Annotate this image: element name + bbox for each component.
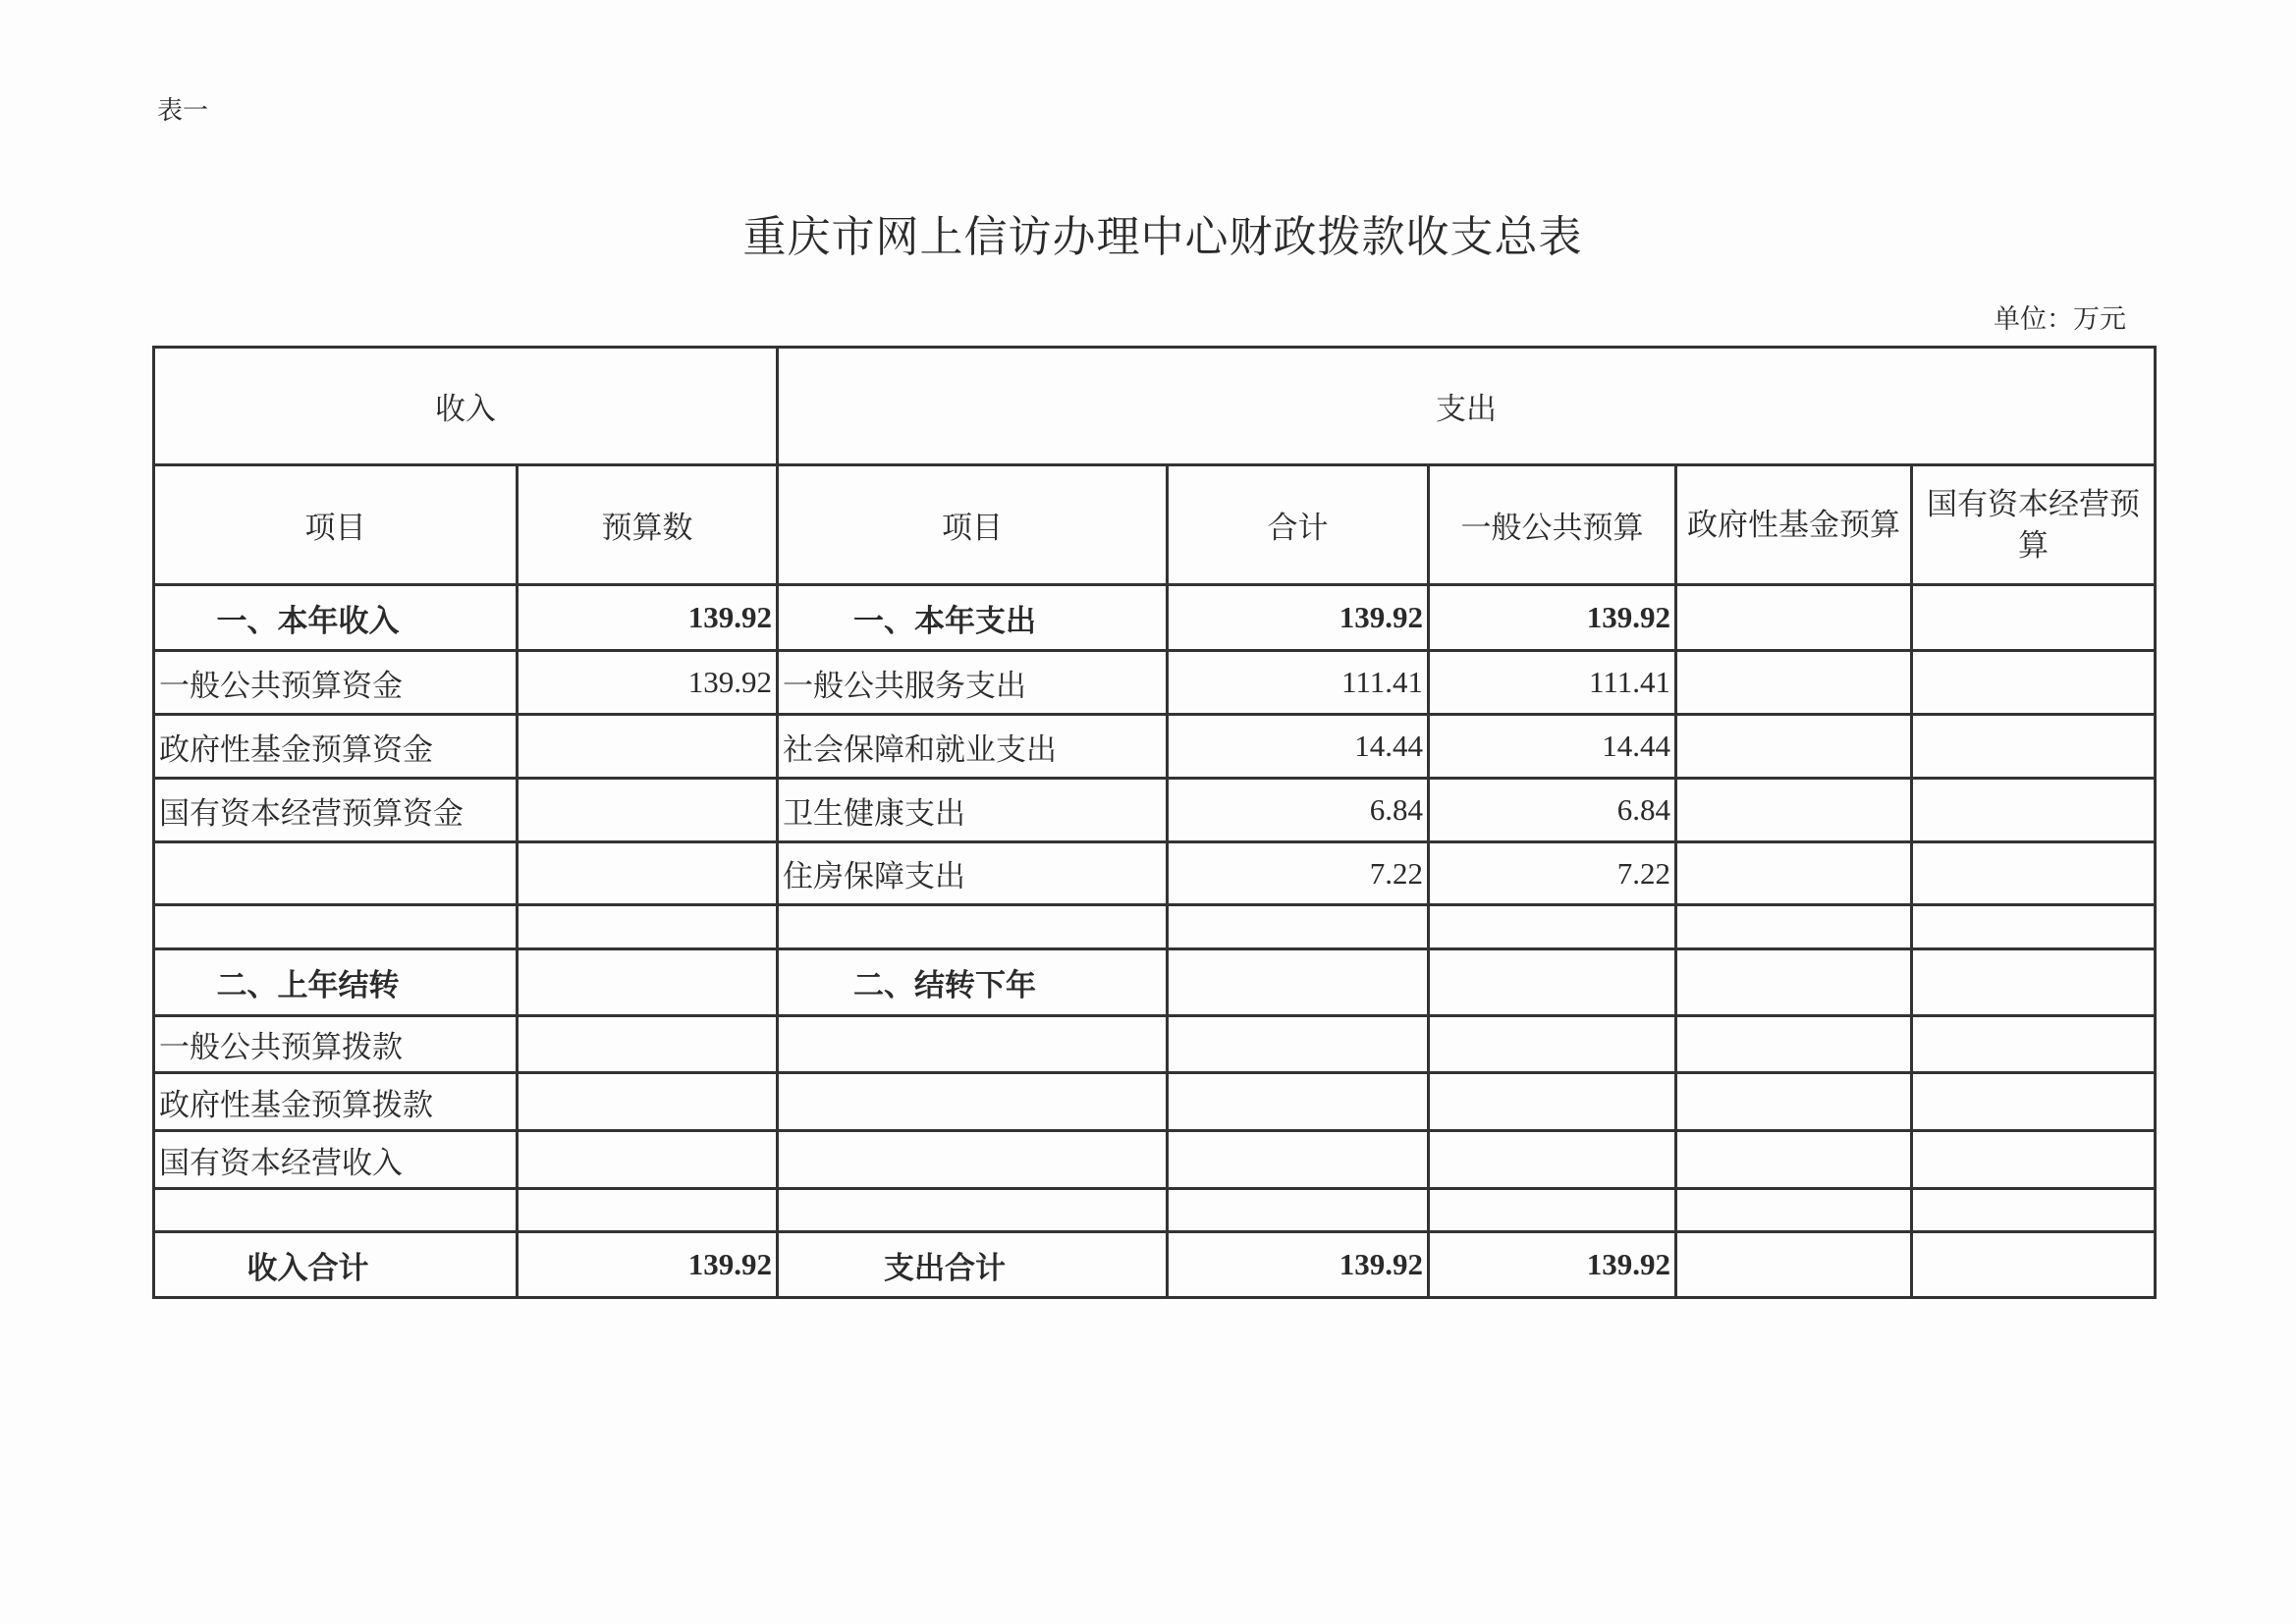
exp-state-capital-cell (1912, 1189, 2156, 1232)
table-row (154, 715, 2156, 779)
income-budget-cell (518, 779, 778, 842)
exp-gov-fund-cell (1676, 1016, 1912, 1073)
col-income-budget: 预算数 (518, 465, 778, 585)
exp-item-cell (778, 1131, 1168, 1189)
exp-general-cell: 139.92 (1429, 585, 1676, 651)
exp-total-cell (1168, 949, 1429, 1016)
income-budget-cell (518, 1016, 778, 1073)
exp-state-capital-cell (1912, 585, 2156, 651)
exp-gov-fund-cell (1676, 1232, 1912, 1298)
exp-total-cell: 7.22 (1168, 842, 1429, 905)
exp-item-cell: 卫生健康支出 (778, 779, 1168, 842)
exp-state-capital-cell (1912, 715, 2156, 779)
income-item-cell (154, 1189, 518, 1232)
exp-item-cell: 住房保障支出 (778, 842, 1168, 905)
exp-total-cell (1168, 1131, 1429, 1189)
exp-general-cell (1429, 1016, 1676, 1073)
income-item-cell: 国有资本经营收入 (154, 1131, 518, 1189)
exp-total-cell (1168, 1189, 1429, 1232)
exp-gov-fund-cell (1676, 715, 1912, 779)
exp-item-cell (778, 1016, 1168, 1073)
income-group-header: 收入 (154, 348, 778, 465)
exp-total-cell (1168, 905, 1429, 949)
table-row (154, 651, 2156, 715)
exp-state-capital-cell (1912, 905, 2156, 949)
exp-total-cell: 14.44 (1168, 715, 1429, 779)
exp-item-cell: 二、结转下年 (778, 949, 1168, 1016)
col-income-item: 项目 (154, 465, 518, 585)
exp-item-cell: 支出合计 (778, 1232, 1168, 1298)
income-item-cell: 政府性基金预算资金 (154, 715, 518, 779)
income-budget-cell (518, 949, 778, 1016)
exp-total-cell: 139.92 (1168, 1232, 1429, 1298)
exp-general-cell (1429, 1073, 1676, 1131)
income-budget-cell (518, 1073, 778, 1131)
exp-state-capital-cell (1912, 651, 2156, 715)
table-row (154, 1131, 2156, 1189)
exp-item-cell: 一、本年支出 (778, 585, 1168, 651)
table-row (154, 949, 2156, 1016)
exp-item-cell: 社会保障和就业支出 (778, 715, 1168, 779)
col-exp-gov-fund: 政府性基金预算 (1676, 465, 1912, 585)
exp-gov-fund-cell (1676, 1073, 1912, 1131)
income-item-cell (154, 842, 518, 905)
table-row (154, 842, 2156, 905)
exp-state-capital-cell (1912, 949, 2156, 1016)
income-item-cell (154, 905, 518, 949)
unit-label: 单位：万元 (1994, 304, 2126, 335)
col-exp-total: 合计 (1168, 465, 1429, 585)
col-exp-general: 一般公共预算 (1429, 465, 1676, 585)
income-item-cell: 收入合计 (154, 1232, 518, 1298)
exp-general-cell: 111.41 (1429, 651, 1676, 715)
income-budget-cell: 139.92 (518, 651, 778, 715)
exp-general-cell (1429, 1131, 1676, 1189)
exp-total-cell: 139.92 (1168, 585, 1429, 651)
exp-general-cell (1429, 905, 1676, 949)
income-item-cell: 二、上年结转 (154, 949, 518, 1016)
exp-gov-fund-cell (1676, 905, 1912, 949)
income-budget-cell (518, 905, 778, 949)
exp-gov-fund-cell (1676, 1131, 1912, 1189)
page-title: 重庆市网上信访办理中心财政拨款收支总表 (742, 212, 1583, 262)
exp-general-cell: 139.92 (1429, 1232, 1676, 1298)
exp-general-cell (1429, 1189, 1676, 1232)
exp-general-cell: 6.84 (1429, 779, 1676, 842)
exp-gov-fund-cell (1676, 949, 1912, 1016)
table-row (154, 1189, 2156, 1232)
income-item-cell: 一、本年收入 (154, 585, 518, 651)
expenditure-group-header: 支出 (778, 348, 2156, 465)
exp-total-cell: 6.84 (1168, 779, 1429, 842)
table-row (154, 1073, 2156, 1131)
exp-state-capital-cell (1912, 1131, 2156, 1189)
exp-gov-fund-cell (1676, 842, 1912, 905)
exp-total-cell: 111.41 (1168, 651, 1429, 715)
exp-total-cell (1168, 1016, 1429, 1073)
table-row (154, 779, 2156, 842)
income-budget-cell (518, 1189, 778, 1232)
col-exp-state-capital: 国有资本经营预算 (1912, 465, 2156, 585)
exp-state-capital-cell (1912, 1232, 2156, 1298)
income-item-cell: 一般公共预算拨款 (154, 1016, 518, 1073)
income-budget-cell (518, 842, 778, 905)
exp-gov-fund-cell (1676, 1189, 1912, 1232)
exp-state-capital-cell (1912, 842, 2156, 905)
exp-item-cell (778, 1189, 1168, 1232)
table-label: 表一 (157, 96, 209, 126)
income-item-cell: 国有资本经营预算资金 (154, 779, 518, 842)
table-row (154, 1016, 2156, 1073)
fiscal-summary-table (152, 346, 2157, 1299)
exp-gov-fund-cell (1676, 651, 1912, 715)
exp-gov-fund-cell (1676, 779, 1912, 842)
exp-general-cell: 14.44 (1429, 715, 1676, 779)
exp-gov-fund-cell (1676, 585, 1912, 651)
income-budget-cell (518, 1131, 778, 1189)
income-item-cell: 一般公共预算资金 (154, 651, 518, 715)
income-budget-cell (518, 715, 778, 779)
income-budget-cell: 139.92 (518, 585, 778, 651)
exp-item-cell: 一般公共服务支出 (778, 651, 1168, 715)
exp-state-capital-cell (1912, 1073, 2156, 1131)
exp-general-cell: 7.22 (1429, 842, 1676, 905)
exp-state-capital-cell (1912, 779, 2156, 842)
col-exp-item: 项目 (778, 465, 1168, 585)
table-row (154, 905, 2156, 949)
exp-state-capital-cell (1912, 1016, 2156, 1073)
exp-total-cell (1168, 1073, 1429, 1131)
exp-general-cell (1429, 949, 1676, 1016)
exp-item-cell (778, 905, 1168, 949)
income-budget-cell: 139.92 (518, 1232, 778, 1298)
table-row (154, 1232, 2156, 1298)
table-row (154, 585, 2156, 651)
income-item-cell: 政府性基金预算拨款 (154, 1073, 518, 1131)
exp-item-cell (778, 1073, 1168, 1131)
